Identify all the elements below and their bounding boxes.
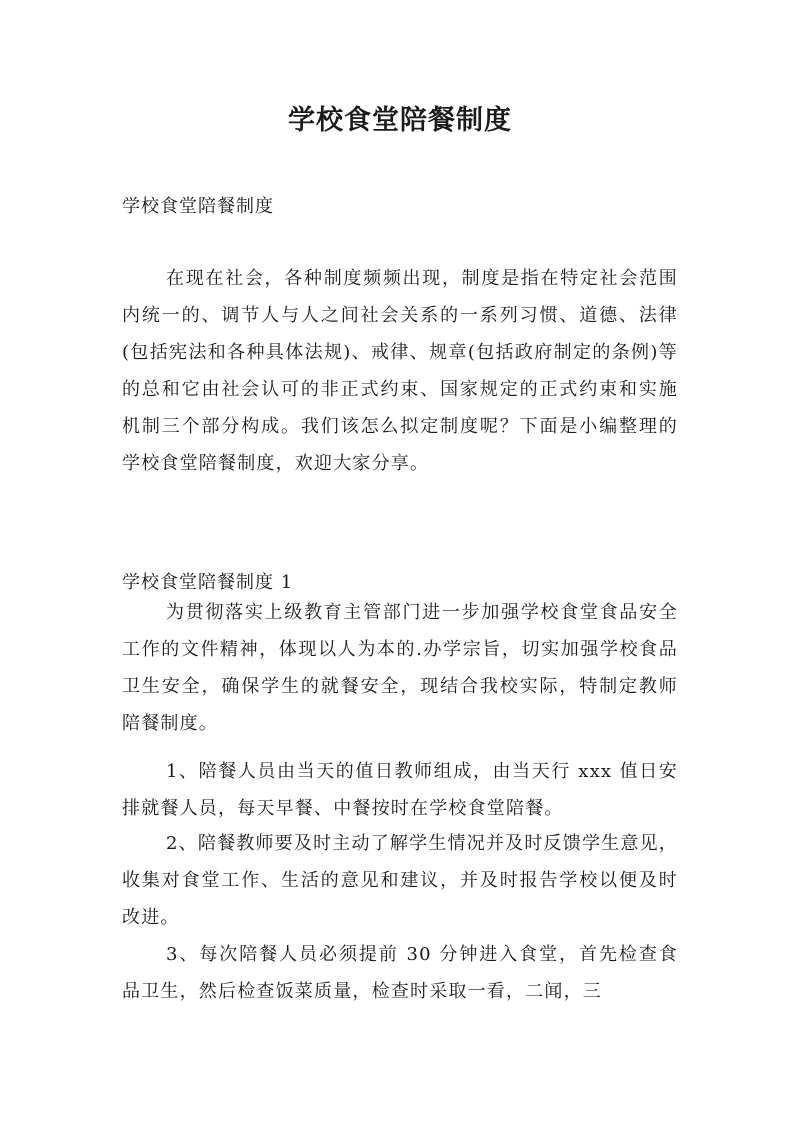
section-heading: 学校食堂陪餐制度 1	[122, 572, 294, 593]
section-paragraph: 为贯彻落实上级教育主管部门进一步加强学校食堂食品安全工作的文件精神，体现以人为本的.办学宗旨，切实加强学校食品卫生安全，确保学生的就餐安全，现结合我校实际，特制定教师陪餐制度。	[122, 602, 678, 734]
intro-paragraph: 在现在社会，各种制度频频出现，制度是指在特定社会范围内统一的、调节人与人之间社会关系的一系列习惯、道德、法律(包括宪法和各种具体法规)、戒律、规章(包括政府制定的条例)等的总和它由社会认可的非正式约束、国家规定的正式约束和实施机制三个部分构成。我们该怎么拟定制度呢？下面是小编整理的学校食堂陪餐制度，欢迎大家分享。	[122, 268, 678, 474]
list-item-1: 1、陪餐人员由当天的值日教师组成，由当天行 xxx 值日安排就餐人员，每天早餐、中餐按时在学校食堂陪餐。	[122, 761, 678, 819]
page-title: 学校食堂陪餐制度	[288, 105, 512, 136]
list-item-3: 3、每次陪餐人员必须提前 30 分钟进入食堂，首先检查食品卫生，然后检查饭菜质量，检查时采取一看，二闻，三	[122, 944, 678, 1002]
list-item-2: 2、陪餐教师要及时主动了解学生情况并及时反馈学生意见，收集对食堂工作、生活的意见和建议，并及时报告学校以便及时改进。	[122, 833, 678, 928]
document-subtitle: 学校食堂陪餐制度	[122, 196, 274, 217]
